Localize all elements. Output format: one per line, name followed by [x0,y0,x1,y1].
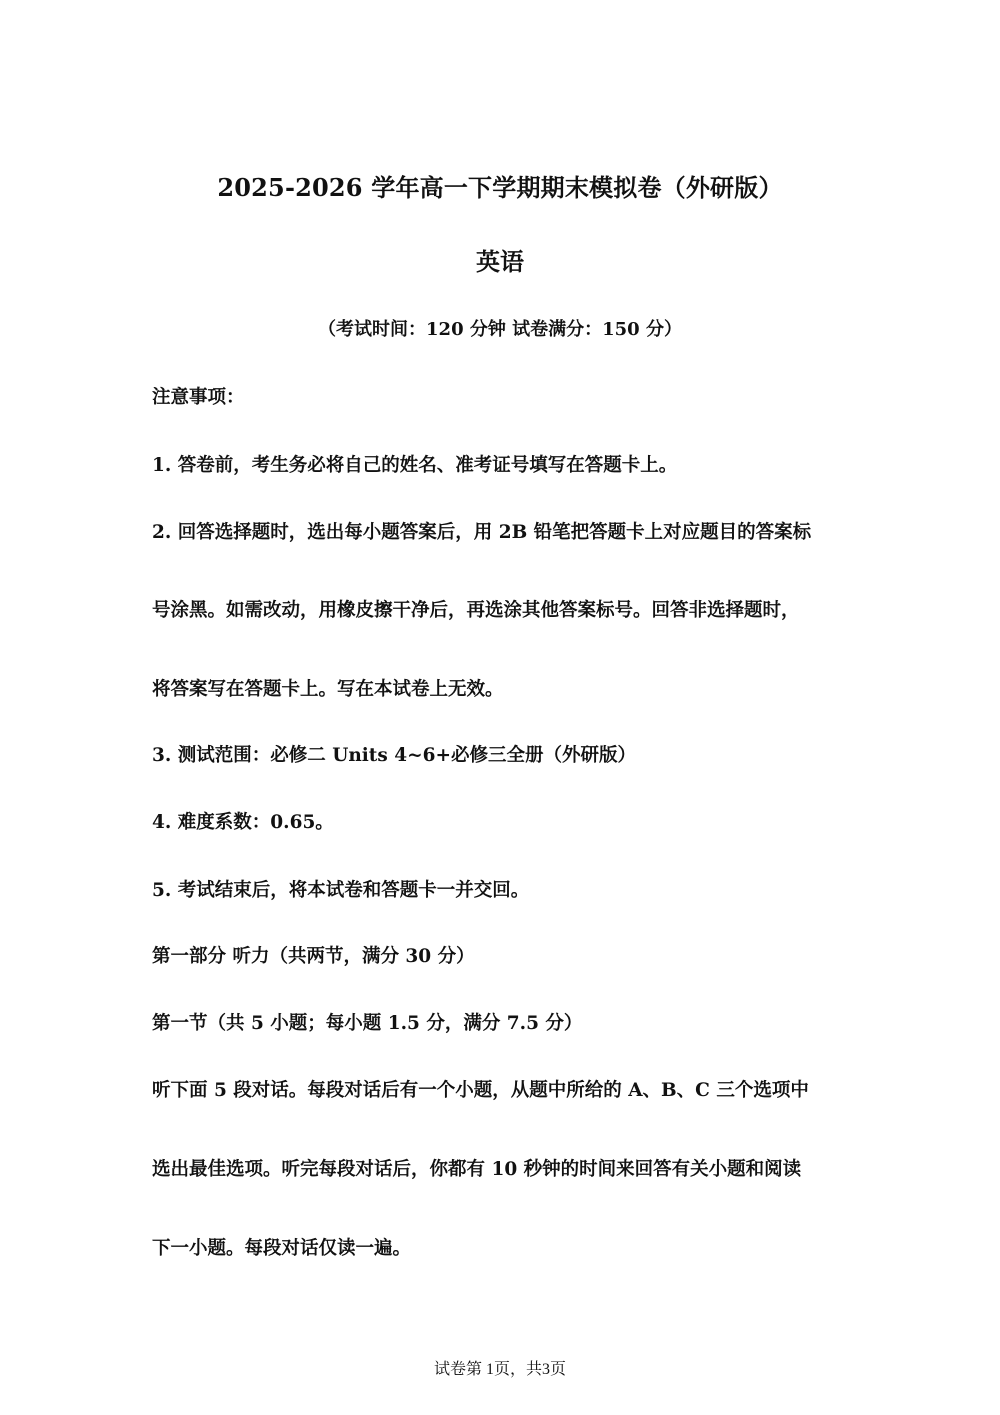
exam-info: （考试时间：120 分钟 试卷满分：150 分） [318,319,682,340]
notice-item-2-line-1: 2. 回答选择题时，选出每小题答案后，用 2B 铅笔把答题卡上对应题目的答案标 [152,522,812,543]
notice-item-2-line-2: 号涂黑。如需改动，用橡皮擦干净后，再选涂其他答案标号。回答非选择题时， [152,600,800,621]
part1-heading: 第一部分 听力（共两节，满分 30 分） [152,946,475,967]
section1-heading: 第一节（共 5 小题；每小题 1.5 分，满分 7.5 分） [152,1013,583,1034]
notice-item-3: 3. 测试范围：必修二 Units 4~6+必修三全册（外研版） [152,745,636,766]
subject-title: 英语 [476,247,524,276]
notice-heading: 注意事项： [152,387,245,408]
notice-item-2-line-3: 将答案写在答题卡上。写在本试卷上无效。 [152,679,504,700]
instructions-line-2: 选出最佳选项。听完每段对话后，你都有 10 秒钟的时间来回答有关小题和阅读 [152,1159,802,1180]
notice-item-1: 1. 答卷前，考生务必将自己的姓名、准考证号填写在答题卡上。 [152,455,678,476]
instructions-line-1: 听下面 5 段对话。每段对话后有一个小题，从题中所给的 A、B、C 三个选项中 [152,1080,809,1101]
page-footer: 试卷第 1页，共3页 [433,1361,566,1378]
notice-item-4: 4. 难度系数：0.65。 [152,812,334,833]
notice-item-5: 5. 考试结束后，将本试卷和答题卡一并交回。 [152,880,530,901]
instructions-line-3: 下一小题。每段对话仅读一遍。 [152,1238,412,1259]
exam-title: 2025-2026 学年高一下学期期末模拟卷（外研版） [217,173,783,202]
